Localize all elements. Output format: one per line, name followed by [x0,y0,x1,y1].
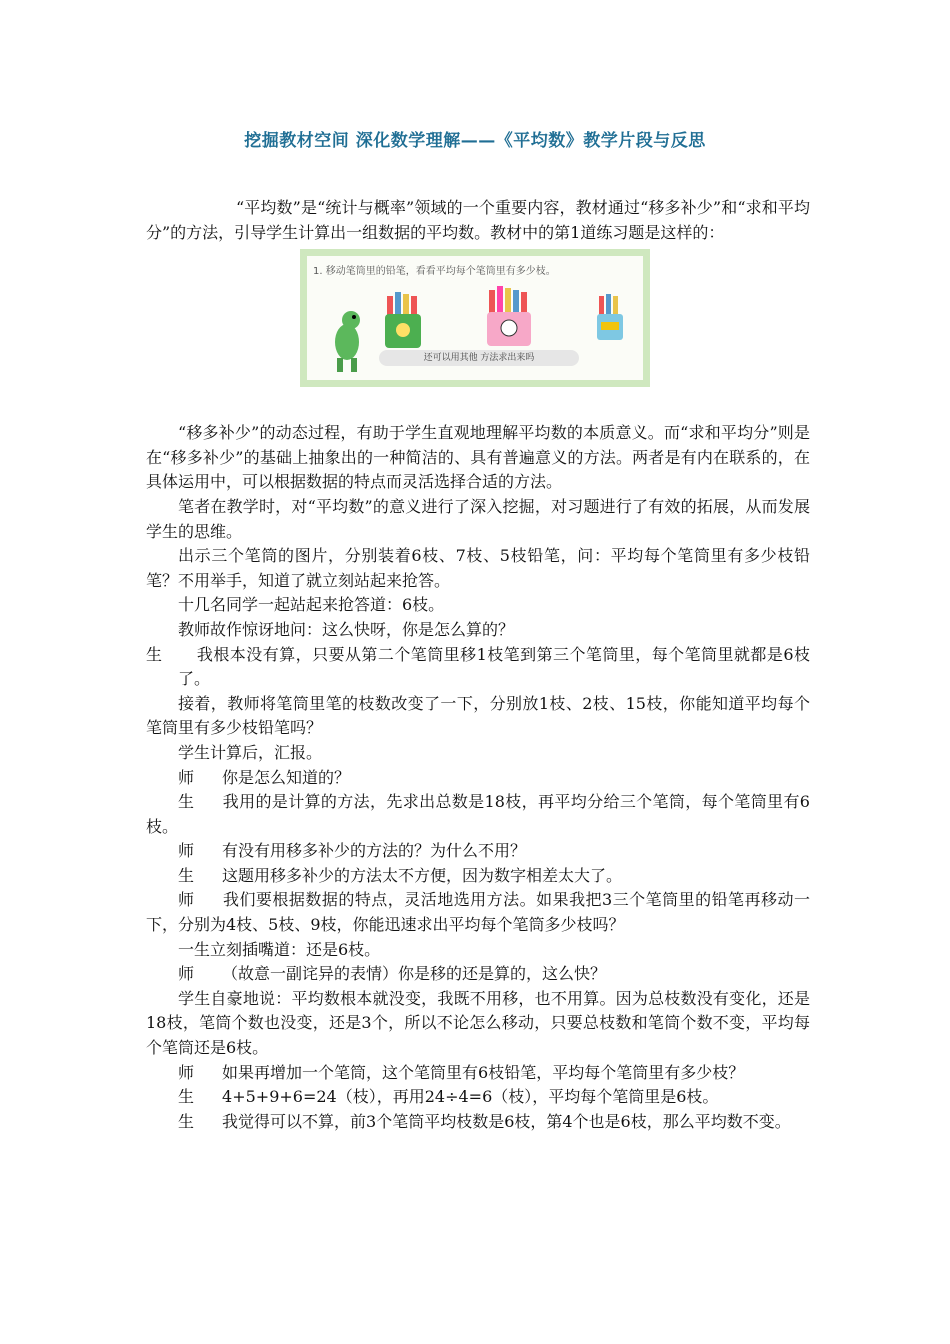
pencil-holder-2 [487,286,531,346]
dialogue-teacher-3 [146,888,810,937]
dialogue-student-1 [146,643,810,692]
paragraph-8: 学生计算后，汇报。 [178,742,323,762]
speaker-label: 生 [146,644,163,664]
speaker-label: 师 [178,890,195,910]
paragraph-16: 学生自豪地说：平均数根本就没变，我既不用移，也不用算。因为总枝数没有变化，还是18枝，笔筒个数也没变，还是3个，所以不论怎么移动，只要总枝数和笔筒个数不变，平均每个笔筒还是6枝。 [146,988,810,1058]
dialogue-text: 你是怎么知道的？ [222,767,351,787]
paragraph-2: 笔者在教学时，对“平均数”的意义进行了深入挖掘，对习题进行了有效的拓展，从而发展学生的思维。 [146,496,810,541]
paragraph-1: “移多补少”的动态过程，有助于学生直观地理解平均数的本质意义。而“求和平均分”则是在“移多补少”的基础上抽象出的一种简洁的、具有普遍意义的方法。两者是有内在联系的，在具体运用中，可以根据数据的特点而灵活选择合适的方法。 [146,423,810,492]
dialogue-text: （故意一副诧异的表情）你是移的还是算的，这么快？ [222,964,607,984]
pencil-holder-3 [597,294,623,340]
dialogue-teacher-1 [146,766,810,791]
speaker-label: 师 [178,841,195,861]
dialogue-student-2 [146,790,810,839]
dialogue-student-3 [146,864,810,889]
pencil-holder-1 [385,292,421,348]
speaker-label: 师 [178,1062,195,1082]
dialogue-student-5 [146,1110,810,1135]
dialogue-teacher-5 [146,1061,810,1086]
dialogue-text: 我觉得可以不算，前3个笔筒平均枝数是6枝，第4个也是6枝，那么平均数不变。 [222,1111,791,1131]
dialogue-text: 如果再增加一个笔筒，这个笔筒里有6枝铅笔，平均每个笔筒里有多少枝？ [222,1062,745,1082]
frog-character [335,311,360,372]
dialogue-text: 我根本没有算，只要从第二个笔筒里移1枝笔到第三个笔筒里，每个笔筒里就都是6枝了。 [178,644,810,689]
dialogue-teacher-4 [146,962,810,987]
dialogue-text: 有没有用移多补少的方法的？为什么不用？ [222,841,527,861]
paragraph-4: 十几名同学一起站起来抢答道：6枝。 [178,595,445,615]
paragraph-3: 出示三个笔筒的图片，分别装着6枝、7枝、5枝铅笔，问：平均每个笔筒里有多少枝铅笔？不用举手，知道了就立刻站起来抢答。 [146,546,810,590]
dialogue-student-4 [146,1085,810,1110]
speaker-label: 生 [178,792,195,812]
speech-bubble: 还可以用其他 方法求出来吗 [379,350,579,366]
dialogue-text: 我们要根据数据的特点，灵活地选用方法。如果我把3三个笔筒里的铅笔再移动一下，分别为4枝、5枝、9枝，你能迅速求出平均每个笔筒多少枝吗？ [146,890,810,935]
dialogue-teacher-2 [146,839,810,864]
textbook-exercise-image [300,249,650,387]
speaker-label: 师 [178,964,195,984]
speaker-label: 生 [178,1087,195,1107]
paragraph-14: 一生立刻插嘴道：还是6枝。 [178,939,381,959]
dialogue-text: 这题用移多补少的方法太不方便，因为数字相差太大了。 [222,865,623,885]
document-title: 挖掘教材空间 深化数学理解——《平均数》教学片段与反思 [244,131,706,151]
dialogue-text: 4+5+9+6=24（枝），再用24÷4=6（枝），平均每个笔筒里是6枝。 [222,1087,719,1107]
speaker-label: 生 [178,865,195,885]
exercise-illustration [307,256,643,380]
paragraph-7: 接着，教师将笔筒里笔的枝数改变了一下，分别放1枝、2枝、15枝，你能知道平均每个笔筒里有多少枝铅笔吗？ [146,693,810,738]
intro-paragraph: “平均数”是“统计与概率”领域的一个重要内容，教材通过“移多补少”和“求和平均分”的方法，引导学生计算出一组数据的平均数。教材中的第1道练习题是这样的： [146,198,810,242]
exercise-caption: 1. 移动笔筒里的铅笔，看看平均每个笔筒里有多少枝。 [313,266,556,278]
speaker-label: 师 [178,767,195,787]
document-body [146,196,810,1134]
speaker-label: 生 [178,1111,195,1131]
paragraph-5: 教师故作惊讶地问：这么快呀，你是怎么算的？ [178,619,515,639]
dialogue-text: 我用的是计算的方法，先求出总数是18枝，再平均分给三个笔筒，每个笔筒里有6枝。 [146,792,810,836]
